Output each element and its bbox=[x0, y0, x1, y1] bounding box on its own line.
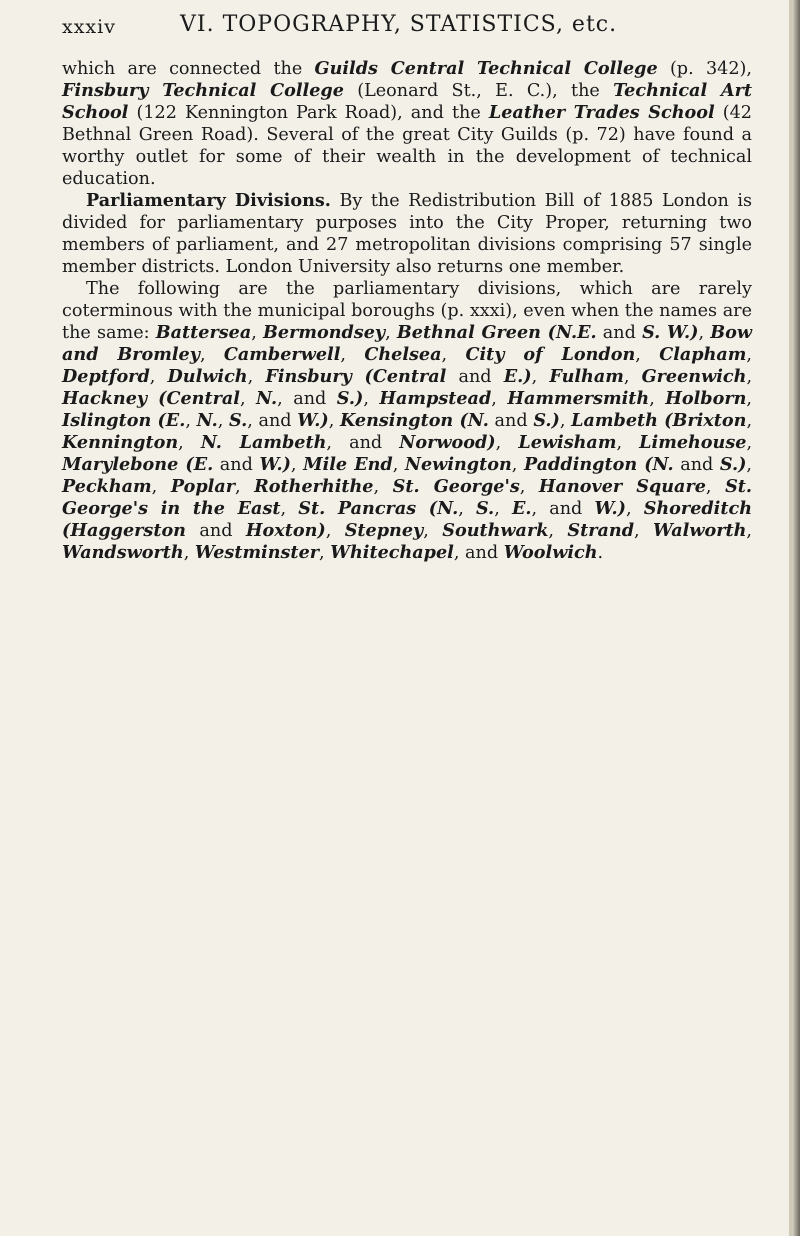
separator: , and bbox=[247, 411, 298, 431]
division-name: S. bbox=[228, 410, 248, 431]
separator: , and bbox=[453, 543, 504, 563]
separator: , bbox=[746, 389, 752, 409]
paragraph-technical-colleges bbox=[62, 58, 752, 190]
separator: , bbox=[392, 455, 405, 475]
division-name: Whitechapel bbox=[330, 542, 454, 563]
division-name: Hanover Square bbox=[538, 476, 706, 497]
division-name: Wandsworth bbox=[62, 542, 184, 563]
division-name: N. bbox=[196, 410, 218, 431]
division-name: Hammersmith bbox=[507, 388, 650, 409]
separator: , bbox=[247, 367, 266, 387]
separator: , bbox=[290, 455, 304, 475]
division-name: E. bbox=[511, 498, 532, 519]
division-name: N. bbox=[256, 388, 278, 409]
division-name: Chelsea bbox=[364, 344, 442, 365]
separator: , bbox=[458, 499, 476, 519]
separator: , and bbox=[326, 433, 400, 453]
separator: . bbox=[597, 543, 604, 563]
separator: , bbox=[385, 323, 397, 343]
separator: , bbox=[441, 345, 466, 365]
separator: , bbox=[623, 367, 642, 387]
division-name: Greenwich bbox=[641, 366, 747, 387]
division-name: Peckham bbox=[62, 476, 152, 497]
division-name: Paddington (N. bbox=[523, 454, 674, 475]
separator: , bbox=[511, 455, 524, 475]
division-name: Newington bbox=[404, 454, 512, 475]
division-name: City of London bbox=[465, 344, 636, 365]
separator: , bbox=[363, 389, 380, 409]
division-name: Marylebone (E. bbox=[62, 454, 214, 475]
separator: , bbox=[698, 323, 711, 343]
separator: , bbox=[559, 411, 572, 431]
college-name: Guilds Central Technical College bbox=[314, 58, 658, 79]
division-name: Norwood) bbox=[399, 432, 496, 453]
division-name: W.) bbox=[259, 454, 291, 475]
page-edge bbox=[792, 0, 800, 1236]
separator: , bbox=[746, 433, 753, 453]
division-name: N. Lambeth bbox=[200, 432, 327, 453]
division-name: Woolwich bbox=[503, 542, 598, 563]
division-name: Walworth bbox=[653, 520, 747, 541]
separator: , bbox=[491, 389, 508, 409]
page-header bbox=[62, 10, 752, 46]
separator: , bbox=[495, 433, 519, 453]
division-name: S. W.) bbox=[642, 322, 699, 343]
separator: , bbox=[183, 543, 195, 563]
division-name: St. George's bbox=[392, 476, 520, 497]
separator: , bbox=[178, 433, 201, 453]
division-name: Dulwich bbox=[167, 366, 248, 387]
division-name: Holborn bbox=[665, 388, 747, 409]
body-text bbox=[62, 58, 752, 564]
division-name: Rotherhithe bbox=[254, 476, 374, 497]
division-name: Clapham bbox=[659, 344, 747, 365]
division-name: Limehouse bbox=[639, 432, 747, 453]
separator: , bbox=[649, 389, 666, 409]
division-name: Battersea bbox=[155, 322, 252, 343]
separator: , bbox=[373, 477, 393, 497]
division-name: S.) bbox=[336, 388, 364, 409]
college-name: Leather Trades School bbox=[488, 102, 715, 123]
separator: , bbox=[280, 499, 299, 519]
division-name: Strand bbox=[567, 520, 635, 541]
separator: , bbox=[705, 477, 726, 497]
division-name: Hampstead bbox=[379, 388, 492, 409]
separator: , and bbox=[531, 499, 595, 519]
separator: , bbox=[746, 367, 753, 387]
separator: , bbox=[548, 521, 568, 541]
separator: , bbox=[423, 521, 443, 541]
division-name: Bethnal Green (N.E. bbox=[396, 322, 597, 343]
text-run: The following are the parliamentary divisions, which are rarely coterminous with the municipal boroughs (p. xxxi), even when the names are the same: bbox=[62, 279, 752, 343]
college-name: Finsbury Technical College bbox=[62, 80, 344, 101]
division-name: Camberwell bbox=[223, 344, 341, 365]
separator: , bbox=[217, 411, 229, 431]
division-name: Mile End bbox=[303, 454, 393, 475]
separator: and bbox=[213, 455, 260, 475]
separator: , bbox=[616, 433, 640, 453]
separator: , bbox=[746, 345, 752, 365]
division-name: St. Pancras (N. bbox=[298, 498, 459, 519]
separator: , bbox=[746, 521, 752, 541]
separator: and bbox=[446, 367, 504, 387]
separator: , bbox=[325, 521, 345, 541]
separator: , bbox=[185, 411, 197, 431]
separator: , bbox=[625, 499, 644, 519]
separator: , bbox=[746, 411, 753, 431]
separator: , bbox=[199, 345, 224, 365]
separator: and bbox=[185, 521, 246, 541]
division-name: W.) bbox=[297, 410, 329, 431]
college-name: Technical Art School bbox=[62, 80, 752, 123]
division-name: Fulham bbox=[549, 366, 624, 387]
separator: , bbox=[519, 477, 539, 497]
division-name: Stepney bbox=[344, 520, 424, 541]
division-name: Bow and Bromley bbox=[62, 322, 753, 365]
text-run: (122 Kennington Park Road), and the bbox=[128, 103, 489, 123]
separator: , and bbox=[277, 389, 337, 409]
text-run: which are connected the bbox=[62, 59, 315, 79]
division-name: St. George's in the East bbox=[62, 476, 753, 519]
division-name: Lambeth (Brixton bbox=[571, 410, 747, 431]
division-name: Poplar bbox=[170, 476, 235, 497]
separator: , bbox=[319, 543, 331, 563]
division-name: Lewisham bbox=[518, 432, 617, 453]
separator: , bbox=[746, 455, 752, 475]
separator: , bbox=[151, 477, 171, 497]
division-name: Hackney (Central bbox=[62, 388, 240, 409]
division-name: S.) bbox=[719, 454, 747, 475]
page-number: xxxiv bbox=[62, 16, 116, 38]
separator: , bbox=[149, 367, 168, 387]
text-run: (p. 342), bbox=[657, 59, 752, 79]
separator: , bbox=[340, 345, 365, 365]
separator: , bbox=[635, 345, 660, 365]
division-name: E.) bbox=[503, 366, 532, 387]
separator: , bbox=[634, 521, 654, 541]
division-name: Hoxton) bbox=[245, 520, 326, 541]
division-name: W.) bbox=[594, 498, 626, 519]
running-head: VI. TOPOGRAPHY, STATISTICS, etc. bbox=[180, 12, 618, 37]
division-name: Kensington (N. bbox=[340, 410, 489, 431]
division-name: Finsbury (Central bbox=[265, 366, 447, 387]
separator: , bbox=[531, 367, 550, 387]
paragraph-parliamentary-divisions bbox=[62, 190, 752, 278]
separator: , bbox=[235, 477, 255, 497]
division-name: Southwark bbox=[442, 520, 549, 541]
text-run: (42 Bethnal Green Road). Several of the great City Guilds (p. 72) have found a worthy outlet for some of their wealth in the development of technical education. bbox=[62, 103, 752, 189]
text-run: (Leonard St., E. C.), the bbox=[343, 81, 614, 101]
division-name: S.) bbox=[533, 410, 560, 431]
division-name: Bermondsey bbox=[263, 322, 386, 343]
division-name: Deptford bbox=[62, 366, 150, 387]
division-name: Westminster bbox=[194, 542, 320, 563]
separator: and bbox=[596, 323, 643, 343]
separator: , bbox=[239, 389, 257, 409]
division-name: Kennington bbox=[62, 432, 179, 453]
separator: and bbox=[673, 455, 720, 475]
text-run: By the Redistribution Bill of 1885 London is divided for parliamentary purposes into the City Proper, returning two members of parliament, and 27 metropolitan divisions comprising 57 single member districts. London University also returns one member. bbox=[62, 191, 752, 277]
paragraph-division-list bbox=[62, 278, 752, 564]
division-name: Shoreditch (Haggerston bbox=[62, 498, 752, 541]
separator: , bbox=[251, 323, 264, 343]
section-heading: Parliamentary Divisions. bbox=[86, 190, 331, 211]
separator: and bbox=[488, 411, 534, 431]
division-name: Islington (E. bbox=[62, 410, 186, 431]
division-name: S. bbox=[475, 498, 495, 519]
separator: , bbox=[328, 411, 340, 431]
separator: , bbox=[494, 499, 512, 519]
